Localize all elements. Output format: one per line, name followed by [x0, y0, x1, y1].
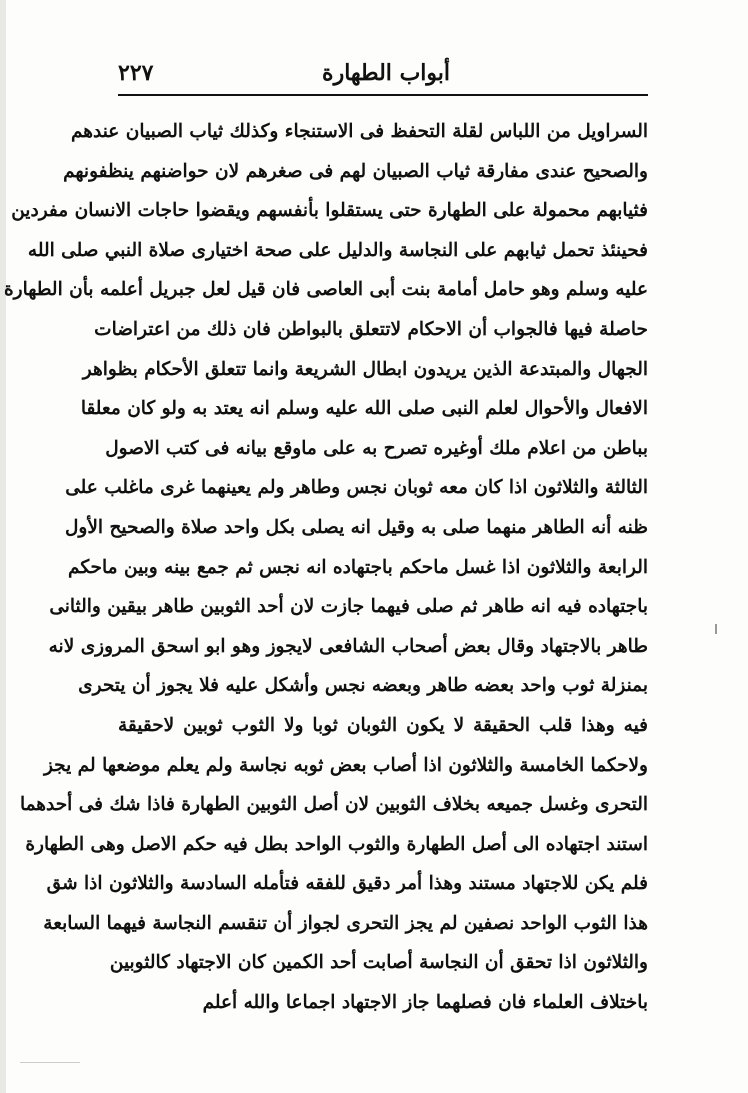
text-line: طاهر بالاجتهاد وقال بعض أصحاب الشافعى لايجوز وهو ابو اسحق المروزى لانه: [48, 635, 648, 657]
header-rule: [118, 94, 648, 96]
text-line: حاصلة فيها فالجواب أن الاحكام لاتتعلق بالبواطن فان ذلك من اعتراضات: [94, 318, 648, 340]
text-line: الرابعة والثلاثون اذا غسل ماحكم باجتهاده انه نجس ثم جمع بينه وبين ماحكم: [68, 556, 648, 578]
text-line-last: باختلاف العلماء فان فصلهما جاز الاجتهاد اجماعا والله أعلم: [202, 992, 648, 1014]
text-line: استند اجتهاده الى أصل الطهارة والثوب الواحد بطل فيه حكم الاصل وهى الطهارة: [25, 833, 648, 855]
page-edge-shadow: [0, 0, 6, 1093]
text-line: هذا الثوب الواحد نصفين لم يجز التحرى لجواز أن تنقسم النجاسة فيهما السابعة: [43, 912, 648, 934]
text-line: الثالثة والثلاثون اذا كان معه ثوبان نجس وطاهر ولم يعينهما غرى ماغلب على: [65, 477, 648, 499]
text-line: عليه وسلم وهو حامل أمامة بنت أبى العاصى فان قيل لعل جبريل أعلمه بأن الطهارة: [3, 279, 648, 301]
text-line: والثلاثون اذا تحقق أن النجاسة أصابت أحد الكمين كان الاجتهاد كالثوبين: [109, 952, 648, 974]
scan-speckle: [20, 1062, 80, 1063]
page-header: [118, 58, 648, 94]
text-line: السراويل من اللباس لقلة التحفظ فى الاستنجاء وكذلك ثياب الصبيان عندهم: [70, 121, 648, 142]
text-line: فلم يكن للاجتهاد مستند وهذا أمر دقيق للفقه فتأمله السادسة والثلاثون اذا شق: [46, 873, 648, 895]
running-title: أبواب الطهارة: [322, 60, 450, 86]
text-line: الافعال والأحوال لعلم النبى صلى الله عليه وسلم انه يعتد به ولو كان معلقا: [80, 398, 648, 420]
text-line: باجتهاده فيه انه طاهر ثم صلى فيهما جازت لان أحد الثوبين طاهر بيقين والثانى: [49, 596, 648, 618]
text-line: ظنه أنه الطاهر منهما صلى به وقيل انه يصلى بكل واحد صلاة والصحيح الأول: [64, 516, 648, 538]
text-line: التحرى وغسل جميعه بخلاف الثوبين لان أصل الثوبين الطهارة فاذا شك فى أحدهما: [19, 794, 648, 816]
text-line: فيه وهذا قلب الحقيقة لا يكون الثوبان ثوبا ولا الثوب ثوبين لاحقيقة: [118, 714, 648, 736]
text-line: ولاحكما الخامسة والثلاثون اذا أصاب بعض ثوبه نجاسة ولم يعلم موضعها لم يجز: [43, 754, 648, 776]
text-line: فثيابهم محمولة على الطهارة حتى يستقلوا بأنفسهم ويقضوا حاجات الانسان مفردين: [11, 200, 648, 222]
body-text: [3, 112, 648, 1023]
text-line: والصحيح عندى مفارقة ثياب الصبيان لهم فى صغرهم لان حواضنهم ينظفونهم: [63, 160, 648, 182]
text-line: بمنزلة ثوب واحد بعضه طاهر وبعضه نجس وأشكل عليه فلا يجوز أن يتحرى: [78, 675, 648, 697]
margin-mark: [715, 624, 717, 634]
text-line: فحينئذ تحمل ثيابهم على النجاسة والدليل على صحة اختيارى صلاة النبي صلى الله: [27, 239, 648, 261]
text-line: الجهال والمبتدعة الذين يريدون ابطال الشريعة وانما تتعلق الأحكام بظواهر: [82, 358, 648, 380]
page-number: ٢٢٧: [118, 60, 154, 86]
text-line: بباطن من اعلام ملك أوغيره تصرح به على ماوقع بيانه فى كتب الاصول: [105, 437, 648, 459]
